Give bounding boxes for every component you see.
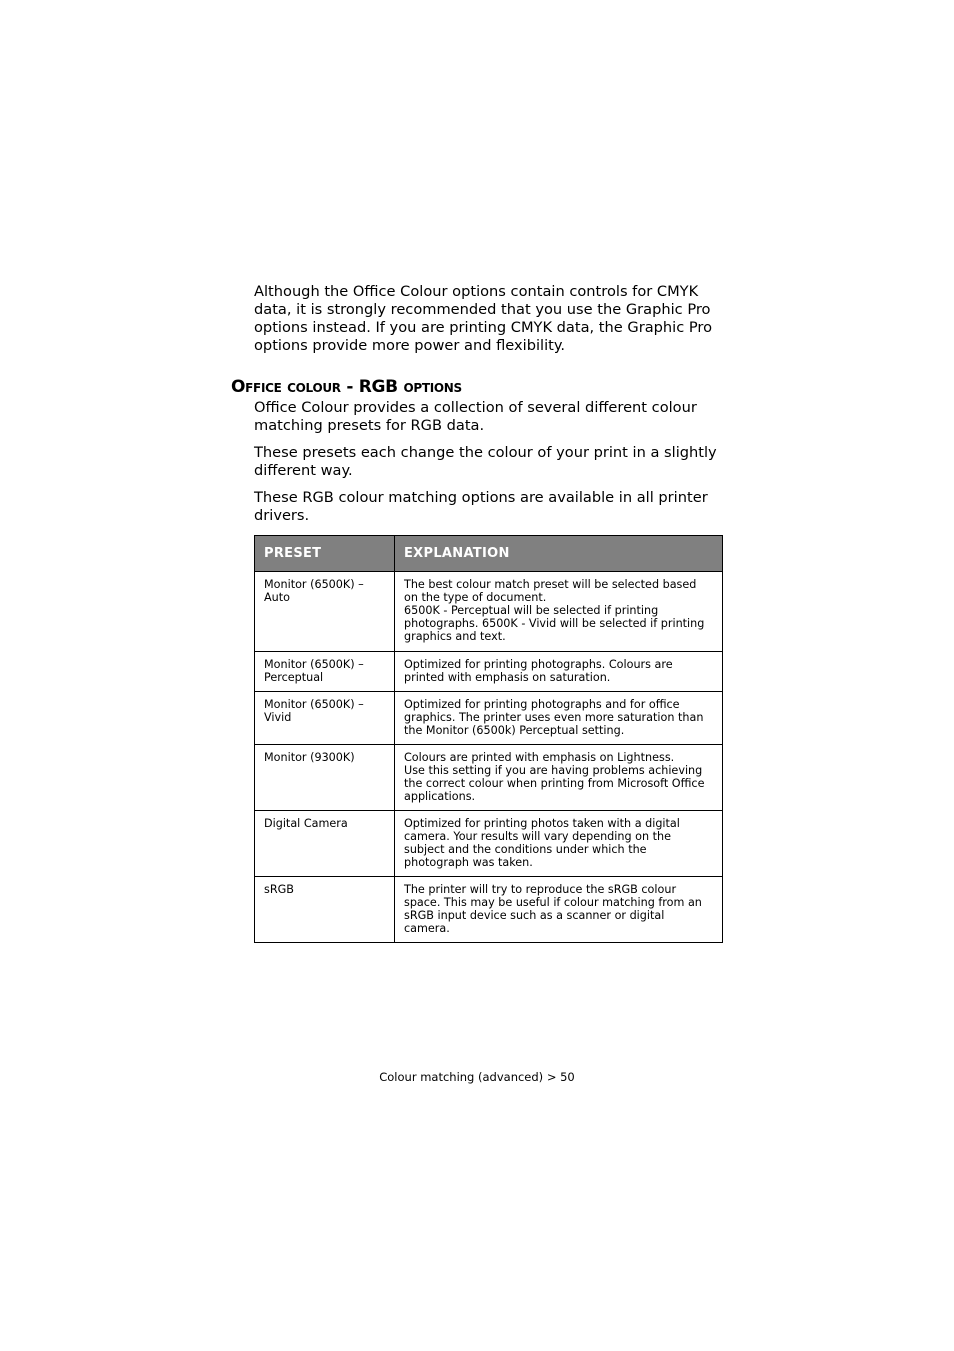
table-row [255,811,723,877]
table-row [255,652,723,692]
explanation-cell [395,692,723,745]
explanation-line: Use this setting if you are having problems achieving the correct colour when printing from Microsoft Office applications. [404,764,705,803]
preset-cell: Monitor (6500K) – Vivid [255,692,395,745]
column-header-explanation: EXPLANATION [395,536,723,572]
explanation-line: Colours are printed with emphasis on Lightness. [404,751,675,764]
section-paragraph: These RGB colour matching options are available in all printer drivers. [254,489,708,524]
preset-cell: Monitor (9300K) [255,745,395,811]
explanation-cell [395,572,723,652]
preset-cell: sRGB [255,877,395,943]
page-footer: Colour matching (advanced) > 50 [379,1070,575,1084]
table-row [255,692,723,745]
presets-table [254,535,723,943]
table-header-row [255,536,723,572]
column-header-preset: PRESET [255,536,395,572]
table-row [255,572,723,652]
preset-cell: Monitor (6500K) – Auto [255,572,395,652]
explanation-line: Optimized for printing photographs and for office graphics. The printer uses even more saturation than the Monitor (6500k) Perceptual setting. [404,698,704,737]
explanation-line: Optimized for printing photos taken with a digital camera. Your results will vary depending on the subject and the conditions under which the photograph was taken. [404,817,680,869]
table-row [255,877,723,943]
explanation-cell [395,811,723,877]
section-heading: Office colour - RGB options [231,377,462,397]
intro-paragraph: Although the Office Colour options contain controls for CMYK data, it is strongly recommended that you use the Graphic Pro options instead. If you are printing CMYK data, the Graphic Pro options provide more power and flexibility. [254,283,713,354]
preset-cell: Digital Camera [255,811,395,877]
explanation-line: 6500K - Perceptual will be selected if printing photographs. 6500K - Vivid will be selected if printing graphics and text. [404,604,705,643]
explanation-line: Optimized for printing photographs. Colours are printed with emphasis on saturation. [404,658,673,684]
section-paragraph: These presets each change the colour of your print in a slightly different way. [254,444,717,479]
preset-cell: Monitor (6500K) – Perceptual [255,652,395,692]
explanation-cell [395,745,723,811]
explanation-cell [395,877,723,943]
explanation-line: The printer will try to reproduce the sRGB colour space. This may be useful if colour matching from an sRGB input device such as a scanner or digital camera. [404,883,702,935]
explanation-line: The best colour match preset will be selected based on the type of document. [404,578,697,604]
table-row [255,745,723,811]
section-paragraph: Office Colour provides a collection of several different colour matching presets for RGB data. [254,399,697,434]
explanation-cell [395,652,723,692]
